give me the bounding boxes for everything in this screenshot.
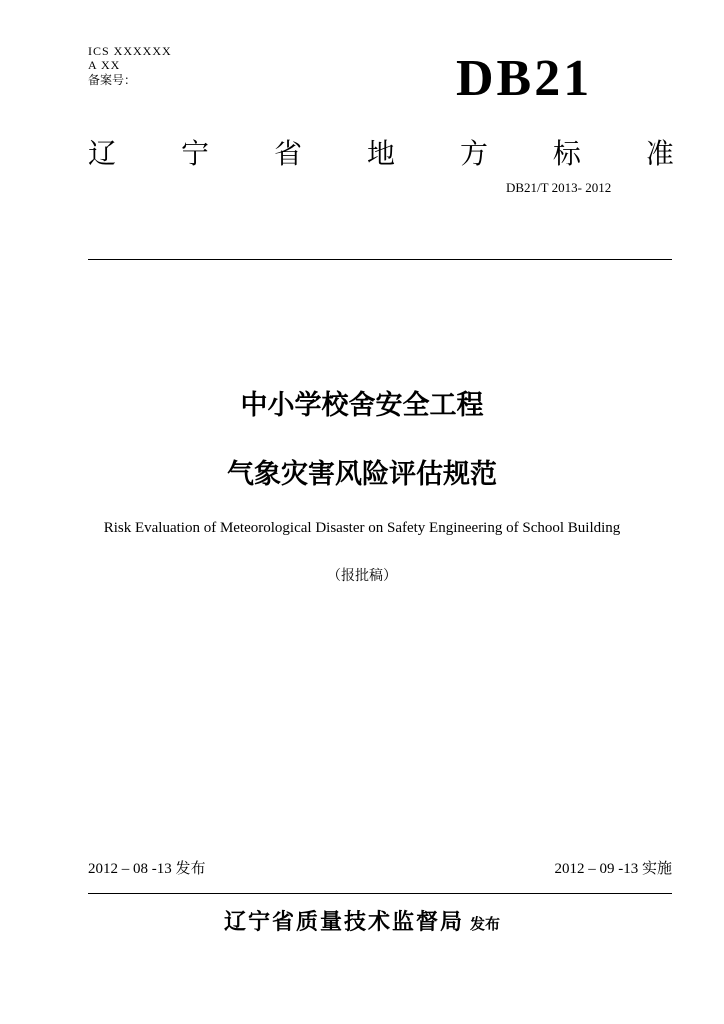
draft-status-note: （报批稿）: [327, 568, 397, 584]
standard-title-char: 省: [273, 137, 302, 170]
publisher-name: 辽宁省质量技术监督局: [223, 910, 464, 935]
standard-title-char: 辽: [88, 137, 117, 170]
standard-title-char: 宁: [180, 137, 209, 170]
issue-date-label: 发布: [175, 859, 206, 877]
standard-title-char: 标: [552, 137, 581, 170]
document-title-line-1: 中小学校舍安全工程: [240, 390, 484, 421]
standard-title-char: 地: [366, 137, 395, 170]
standard-title-char: 方: [459, 137, 488, 170]
top-divider: [88, 259, 672, 260]
publisher: [0, 905, 724, 936]
implementation-date-value: 2012 – 09 -13: [554, 861, 639, 877]
document-title-line-2: 气象灾害风险评估规范: [227, 459, 497, 490]
standard-title-char: 准: [645, 137, 674, 170]
implementation-date-label: 实施: [641, 859, 672, 877]
standard-number: DB21/T 2013- 2012: [506, 180, 612, 195]
db21-logo: DB21: [456, 50, 593, 107]
issue-date: [88, 858, 206, 879]
classification-code: A XX: [88, 58, 121, 72]
issue-date-value: 2012 – 08 -13: [88, 861, 172, 877]
implementation-date: [554, 858, 672, 879]
publisher-suffix: 发布: [470, 915, 501, 933]
bottom-divider: [88, 893, 672, 894]
ics-code: ICS XXXXXX: [88, 44, 172, 58]
english-title: Risk Evaluation of Meteorological Disaster on Safety Engineering of School Building: [103, 520, 621, 536]
record-number-label: 备案号：: [88, 73, 137, 87]
standard-type-title: [88, 136, 674, 172]
